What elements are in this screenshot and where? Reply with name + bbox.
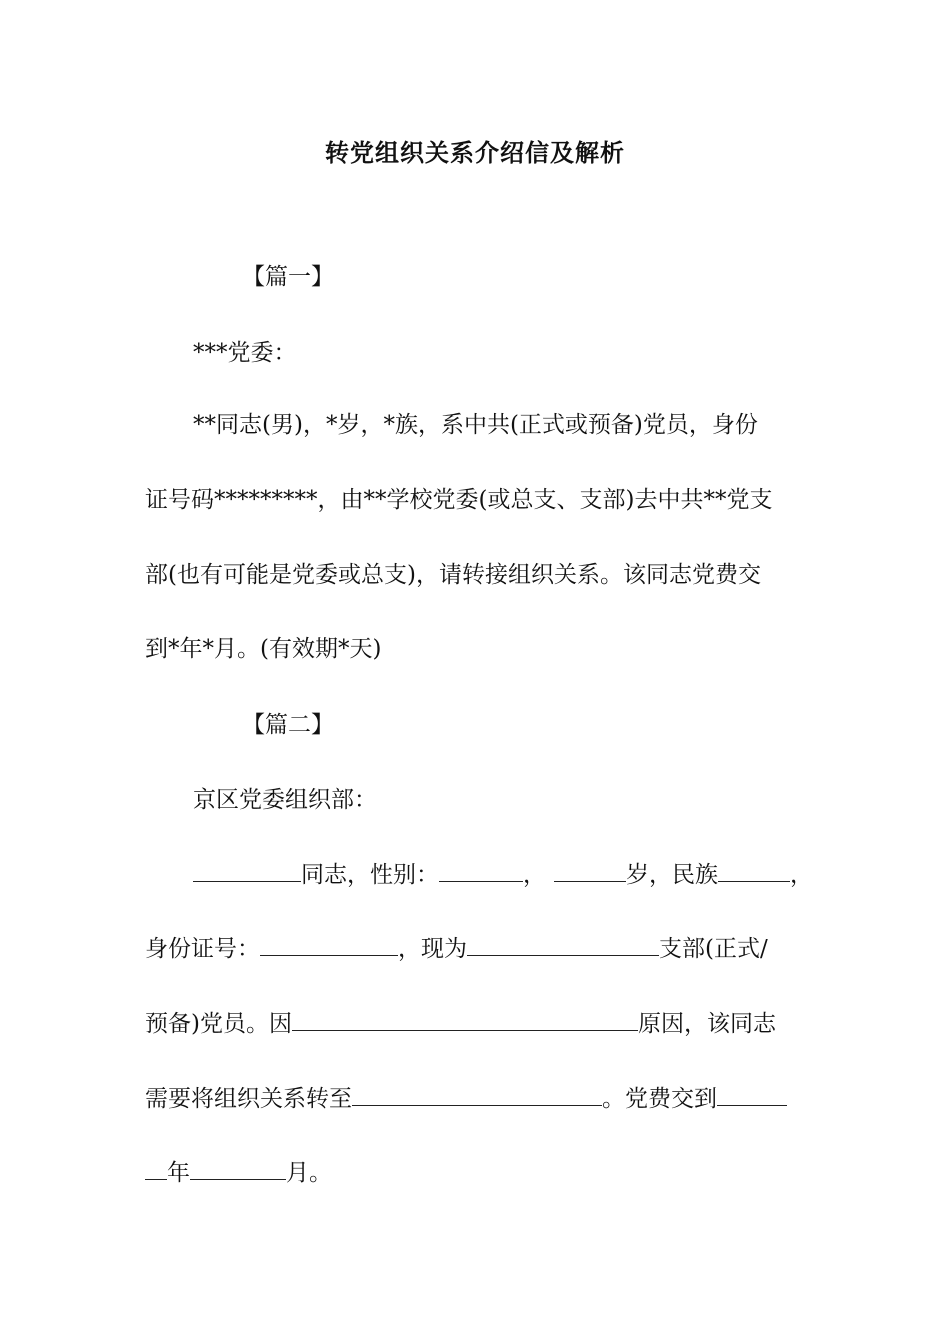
- fee-year-blank-continued[interactable]: [145, 1157, 167, 1180]
- form-text: 年: [167, 1160, 190, 1186]
- form-line: [145, 1008, 776, 1039]
- branch-blank[interactable]: [467, 933, 659, 956]
- salutation-1: ***党委：: [193, 340, 297, 366]
- gender-blank[interactable]: [439, 859, 523, 882]
- age-blank[interactable]: [554, 859, 626, 882]
- form-text: 同志，性别：: [301, 862, 439, 888]
- form-text: 身份证号：: [145, 936, 260, 962]
- form-text: ，现为: [398, 936, 467, 962]
- fee-month-blank[interactable]: [190, 1157, 286, 1180]
- form-text: 月。: [286, 1160, 332, 1186]
- form-text: 原因，该同志: [637, 1011, 776, 1037]
- form-text: 岁，民族: [626, 862, 718, 888]
- reason-blank[interactable]: [292, 1008, 638, 1031]
- form-text: 需要将组织关系转至: [145, 1086, 352, 1112]
- name-blank[interactable]: [193, 859, 301, 882]
- id-number-blank[interactable]: [260, 933, 398, 956]
- paragraph-line: 到*年*月。(有效期*天): [145, 636, 382, 662]
- form-text: 。党费交到: [602, 1086, 717, 1112]
- form-line: [145, 1083, 787, 1114]
- form-line: [193, 859, 813, 890]
- form-line: [145, 933, 768, 964]
- ethnicity-blank[interactable]: [718, 859, 790, 882]
- form-text: ，: [790, 862, 813, 888]
- document-title: 转党组织关系介绍信及解析: [325, 138, 625, 167]
- salutation-2: 京区党委组织部：: [193, 787, 377, 813]
- fee-year-blank[interactable]: [717, 1083, 787, 1106]
- paragraph-line: **同志(男)，*岁，*族，系中共(正式或预备)党员，身份: [193, 412, 758, 438]
- section-heading-2: 【篇二】: [242, 712, 334, 738]
- form-text: 支部(正式/: [659, 936, 768, 962]
- transfer-to-blank[interactable]: [352, 1083, 602, 1106]
- form-text: 预备)党员。因: [145, 1011, 292, 1037]
- paragraph-line: 证号码*********，由**学校党委(或总支、支部)去中共**党支: [145, 487, 773, 513]
- form-line: [145, 1157, 332, 1188]
- paragraph-line: 部(也有可能是党委或总支)，请转接组织关系。该同志党费交: [145, 562, 761, 588]
- section-heading-1: 【篇一】: [242, 264, 334, 290]
- form-text: ，: [523, 862, 546, 888]
